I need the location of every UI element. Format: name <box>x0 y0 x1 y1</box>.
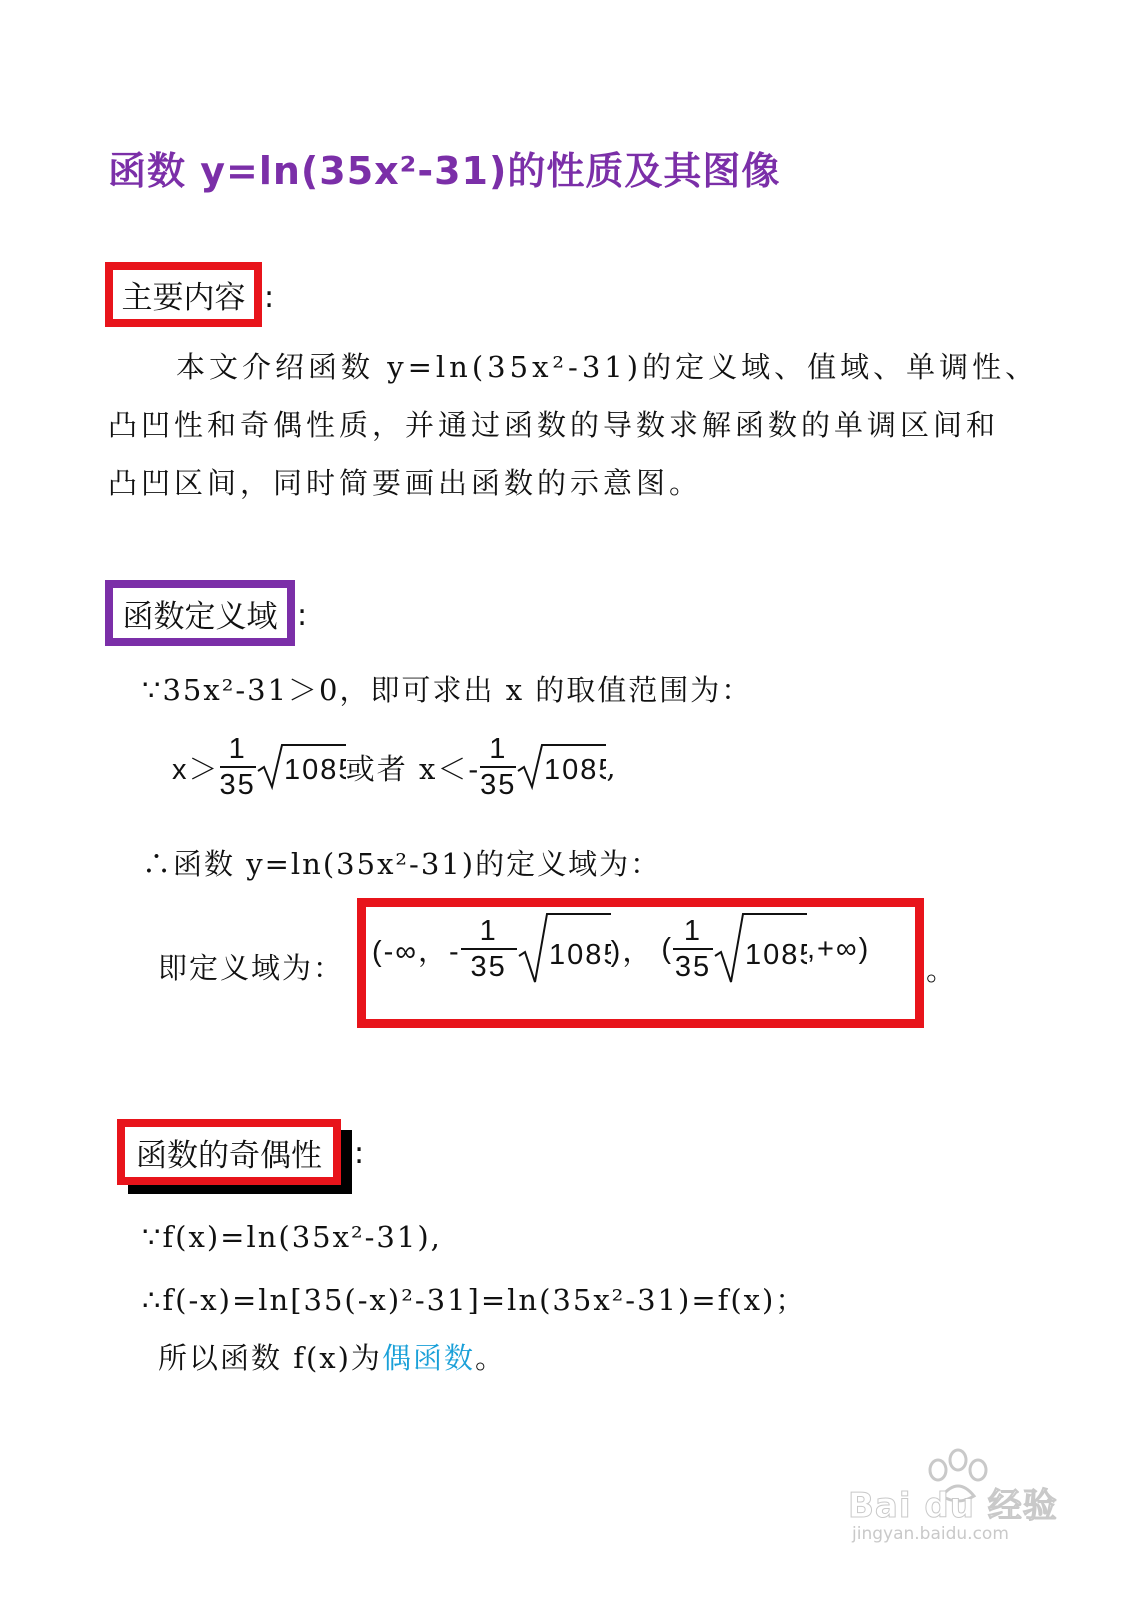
page-title: 函数 y=ln(35x²-31)的性质及其图像 <box>108 149 781 193</box>
watermark-brand: Bai du 经验 <box>848 1486 1058 1526</box>
fraction <box>480 734 516 801</box>
radicand: 108 <box>544 754 599 787</box>
domain-result-label: 即定义域为： <box>158 951 345 985</box>
domain-inequality <box>172 734 618 801</box>
conclusion-suffix: 。 <box>474 1341 506 1375</box>
section-label: 函数的奇偶性 <box>136 1137 322 1174</box>
sqrt-radical <box>713 912 807 986</box>
intro-line-1: 本文介绍函数 y=ln(35x²-31)的定义域、值域、单调性、 <box>176 350 1039 384</box>
fraction-numerator: 1 <box>489 733 508 765</box>
section-label: 函数定义域 <box>122 598 278 635</box>
section-colon: : <box>297 598 308 633</box>
domain-therefore-line: ∴函数 y=ln(35x²-31)的定义域为： <box>142 847 662 881</box>
fraction-denominator: 35 <box>219 769 256 802</box>
fraction <box>461 916 517 983</box>
fraction-numerator: 1 <box>228 733 247 765</box>
interval-2-start: ( <box>661 932 673 965</box>
sqrt-radical <box>256 743 346 791</box>
parity-conclusion <box>158 1336 506 1377</box>
fraction-denominator: 35 <box>674 951 712 983</box>
fraction-numerator: 1 <box>479 914 498 947</box>
domain-result-intervals <box>372 912 870 986</box>
baidu-watermark <box>848 1448 1058 1558</box>
radicand: 108 <box>745 939 800 971</box>
sqrt-radical <box>517 912 611 986</box>
conclusion-prefix: 所以函数 f(x)为 <box>158 1341 382 1375</box>
interval-1-start: (-∞，- <box>372 935 461 968</box>
fraction-denominator: 35 <box>470 951 507 983</box>
interval-2-end: ,+∞) <box>807 932 871 965</box>
domain-period: 。 <box>926 953 958 987</box>
ineq-end: , <box>606 750 618 785</box>
domain-because-line: ∵35x²-31＞0，即可求出 x 的取值范围为： <box>142 673 753 707</box>
parity-line-1: ∵f(x)=ln(35x²-31), <box>142 1220 442 1254</box>
ineq-x-gt: x＞ <box>172 753 220 786</box>
radicand: 108 <box>283 754 339 787</box>
section-header-domain <box>105 580 295 646</box>
fraction-denominator: 35 <box>480 769 517 802</box>
interval-1-end: )， <box>610 935 654 968</box>
sqrt-radical <box>516 743 606 791</box>
fraction <box>673 916 713 983</box>
parity-line-2: ∴f(-x)=ln[35(-x)²-31]=ln(35x²-31)=f(x)； <box>142 1283 807 1317</box>
section-label: 主要内容 <box>121 280 246 316</box>
intro-line-3: 凸凹区间，同时简要画出函数的示意图。 <box>108 466 703 500</box>
fraction <box>220 734 256 801</box>
radicand: 108 <box>548 939 604 971</box>
intro-line-2: 凸凹性和奇偶性质，并通过函数的导数求解函数的单调区间和 <box>108 408 1000 442</box>
fraction-numerator: 1 <box>683 914 703 947</box>
even-function-highlight: 偶函数 <box>381 1341 475 1375</box>
section-header-main-content <box>105 262 262 327</box>
section-header-parity <box>117 1119 341 1185</box>
ineq-or: 或者 x＜- <box>345 751 481 786</box>
watermark-url: jingyan.baidu.com <box>852 1524 1009 1544</box>
section-colon: : <box>264 280 275 315</box>
section-colon: : <box>354 1136 365 1171</box>
